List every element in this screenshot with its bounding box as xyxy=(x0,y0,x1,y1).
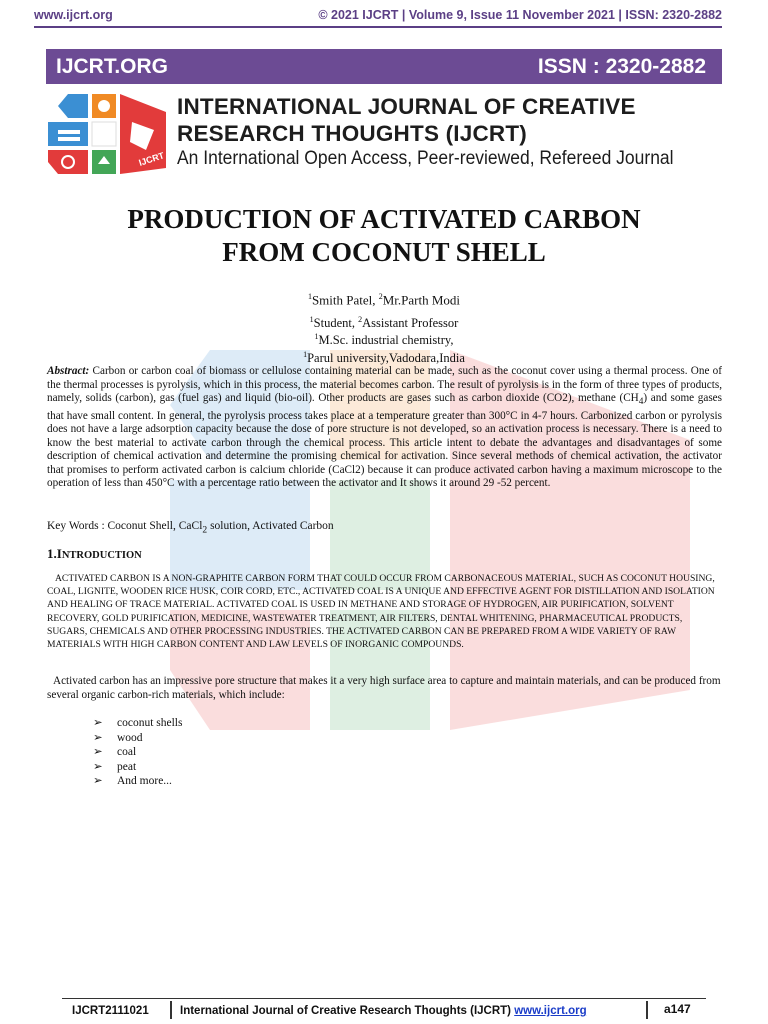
list-item: ➢ coal xyxy=(93,746,137,758)
paper-id: IJCRT2111021 xyxy=(72,1005,149,1017)
intro-paragraph-1: ACTIVATED CARBON IS A NON-GRAPHITE CARBON FORM THAT COULD OCCUR FROM CARBONACEOUS MATERIAL, SUCH AS COCONUT HOUSING, COAL, LIGNITE, WOODEN RICE HUSK, COIR CORD, ETC., ACTIVATED COAL IS A UNIQUE AND EFFECTIVE AGENT FOR DISTILLATION AND ISOLATION AND HEALING OF TRACE MATERIAL. ACTIVATED COAL IS USED IN METHANE AND STORAGE OF HYDROGEN, AIR PURIFICATION, SOLVENT RECOVERY, GOLD PURIFICATION, MEDICINE, WASTEWATER TREATMENT, AIR FILTERS, DENTAL WHITENING, PHARMACEUTICAL PRODUCTS, SUGARS, CHEMICALS AND OTHER PROCESSING INDUSTRIES. THE ACTIVATED CARBON CAN BE PREPARED FROM A WIDE VARIETY OF RAW MATERIALS WITH HIGH CARBON CONTENT AND LAW LEVELS OF INORGANIC COMPOUNDS. xyxy=(47,573,715,651)
footer-url-link[interactable]: www.ijcrt.org xyxy=(514,1005,587,1017)
arrow-bullet-icon: ➢ xyxy=(93,775,103,787)
running-header xyxy=(34,6,722,28)
banner-site: IJCRT.ORG xyxy=(56,55,169,78)
intro-paragraph-2: Activated carbon has an impressive pore structure that makes it a very high surface area to capture and maintain materials, and can be produced from several organic carbon-rich materials, which include: xyxy=(47,675,721,701)
list-item: ➢ coconut shells xyxy=(93,717,183,729)
journal-title-line1: INTERNATIONAL JOURNAL OF CREATIVE xyxy=(177,94,636,119)
footer-divider xyxy=(646,1001,648,1019)
author-block xyxy=(40,290,728,365)
logo-text: IJCRT xyxy=(137,150,166,168)
journal-title-line2: RESEARCH THOUGHTS (IJCRT) xyxy=(177,121,528,146)
author-roles: $^1$Student, $^2$Assistant Professor xyxy=(309,315,459,331)
abstract-label: Abstract: xyxy=(47,365,90,377)
footer-journal: International Journal of Creative Research Thoughts (IJCRT) www.ijcrt.org xyxy=(180,1005,587,1017)
paper-title xyxy=(40,203,728,269)
ijcrt-logo-icon xyxy=(46,92,172,178)
site-url[interactable]: www.ijcrt.org xyxy=(34,8,113,22)
arrow-bullet-icon: ➢ xyxy=(93,746,103,758)
paper-title-line1: PRODUCTION OF ACTIVATED CARBON xyxy=(127,204,641,234)
journal-banner xyxy=(46,49,722,84)
page-number: a147 xyxy=(664,1002,691,1016)
banner-issn: ISSN : 2320-2882 xyxy=(537,55,706,78)
journal-title xyxy=(177,93,737,147)
keywords: Key Words : Coconut Shell, CaCl$_2$ solution, Activated Carbon xyxy=(47,520,334,536)
footer-divider xyxy=(170,1001,172,1019)
journal-subtitle: An International Open Access, Peer-reviewed, Refereed Journal xyxy=(177,148,674,169)
author-dept: $^1$M.Sc. industrial chemistry, xyxy=(314,332,454,348)
author-names: $^1$Smith Patel, $^2$Mr.Parth Modi xyxy=(307,292,461,308)
section-heading-introduction: 1.INTRODUCTION xyxy=(47,546,142,561)
list-item: ➢ peat xyxy=(93,760,137,773)
issue-line: © 2021 IJCRT | Volume 9, Issue 11 November 2021 | ISSN: 2320-2882 xyxy=(318,8,722,22)
arrow-bullet-icon: ➢ xyxy=(93,760,103,773)
list-item: ➢ And more... xyxy=(93,775,172,787)
author-univ: $^1$Parul university,Vadodara,India xyxy=(303,349,465,365)
abstract: Abstract: Carbon or carbon coal of biomass or cellulose containing material can be made, such as the coconut cover using a thermal process. One of the thermal processes is pyrolysis, which in this process, the material becomes carbon. The result of pyrolysis is in the form of three types of products, namely, solids (carbon), gas (fuel gas) and liquid (bio-oil). Other products are gases such as carbon dioxide (CO2), methane $(CH_4)$ and some gases that have small content. In general, the pyrolysis process takes place at a temperature greater than 300°C in 4-7 hours. Carbonized carbon or pyrolysis does not have a large adsorption capacity because the dose of pore structure is not developed, so an activation process is necessary. There is a need to know the best material to activate carbon through the chemical process. This article intent to debate the advantages and disadvantages of some description of chemical activation and determine the promising chemical for activation. Since several methods of chemical activation, the activator that promises to perform activated carbon is calcium chloride (CaCl2) because it can produce activated carbon having a maximum microscope to the operation of less than 450°C with a percentage ratio between the activator and It shows it around 29 -52 percent. xyxy=(47,365,722,490)
paper-title-line2: FROM COCONUT SHELL xyxy=(222,237,546,267)
material-list xyxy=(93,716,182,789)
list-item: ➢ wood xyxy=(93,731,143,744)
arrow-bullet-icon: ➢ xyxy=(93,717,103,729)
arrow-bullet-icon: ➢ xyxy=(93,731,103,744)
page-footer xyxy=(62,998,706,1021)
